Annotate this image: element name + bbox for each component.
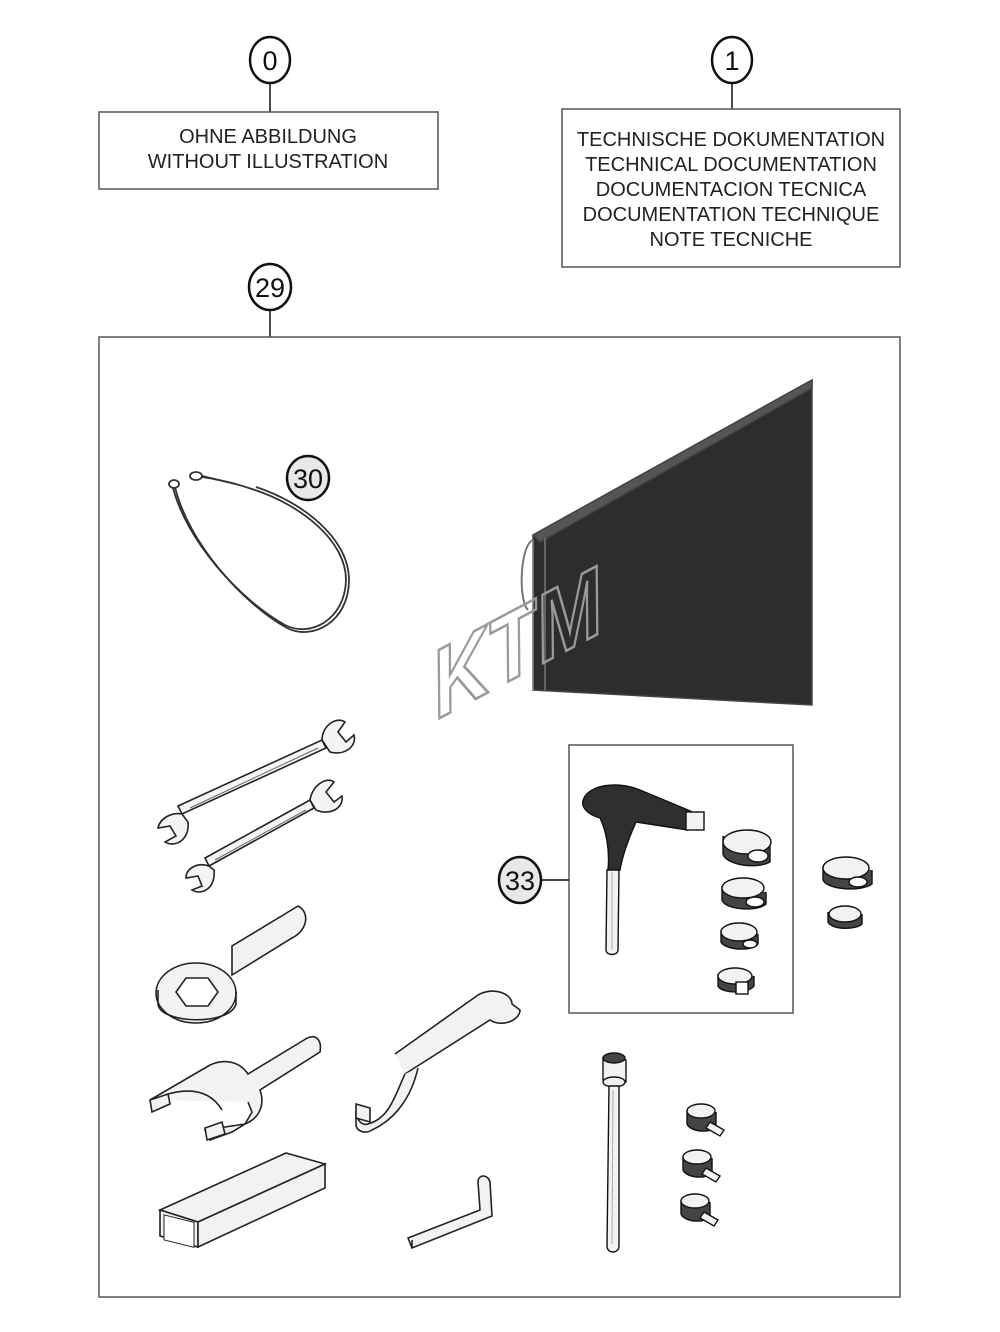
ktm-logo-text: KTM bbox=[423, 547, 610, 740]
box-text-line-2: TECHNICAL DOCUMENTATION bbox=[585, 154, 877, 176]
callout-29-number: 29 bbox=[254, 273, 286, 303]
callout-0-number: 0 bbox=[262, 46, 278, 76]
rectangular-tube bbox=[160, 1153, 325, 1247]
box-without-illustration bbox=[99, 112, 438, 189]
callout-29 bbox=[249, 264, 291, 337]
socket-loose-2 bbox=[828, 906, 862, 928]
callout-30-number: 30 bbox=[292, 464, 324, 494]
t-handle-wrench bbox=[583, 785, 704, 955]
bit-1 bbox=[687, 1104, 724, 1136]
callout-1-number: 1 bbox=[724, 46, 740, 76]
callout-33 bbox=[499, 857, 569, 903]
box-technical-documentation bbox=[562, 109, 900, 267]
loose-sockets bbox=[823, 857, 872, 928]
fork-wrench bbox=[150, 1037, 320, 1140]
box-text-line-2: WITHOUT ILLUSTRATION bbox=[147, 151, 389, 173]
socket-set bbox=[718, 830, 771, 994]
callout-30 bbox=[287, 456, 329, 500]
allen-key bbox=[408, 1176, 492, 1248]
box-text-line-1: OHNE ABBILDUNG bbox=[179, 126, 357, 148]
box-text-line-3: DOCUMENTACION TECNICA bbox=[595, 179, 867, 201]
ktm-logo bbox=[424, 547, 612, 739]
box-text-line-4: DOCUMENTATION TECHNIQUE bbox=[582, 204, 880, 226]
bit-3 bbox=[681, 1194, 718, 1226]
hook-spanner bbox=[356, 991, 520, 1132]
socket-large bbox=[723, 830, 771, 866]
socket-loose-1 bbox=[823, 857, 872, 889]
callout-1 bbox=[712, 37, 752, 109]
box-text-line-5: NOTE TECNICHE bbox=[649, 229, 813, 251]
socket-medium bbox=[722, 878, 766, 909]
long-screwdriver bbox=[603, 1053, 626, 1252]
t-handle-kit-frame bbox=[569, 745, 793, 1013]
callout-0 bbox=[250, 37, 290, 112]
callout-33-number: 33 bbox=[504, 866, 536, 896]
bit-2 bbox=[683, 1150, 720, 1182]
socket-bit bbox=[718, 968, 754, 994]
ring-spanner bbox=[156, 906, 306, 1023]
socket-small bbox=[721, 923, 758, 949]
bit-set bbox=[681, 1104, 724, 1226]
box-text-line-1: TECHNISCHE DOKUMENTATION bbox=[576, 129, 886, 151]
